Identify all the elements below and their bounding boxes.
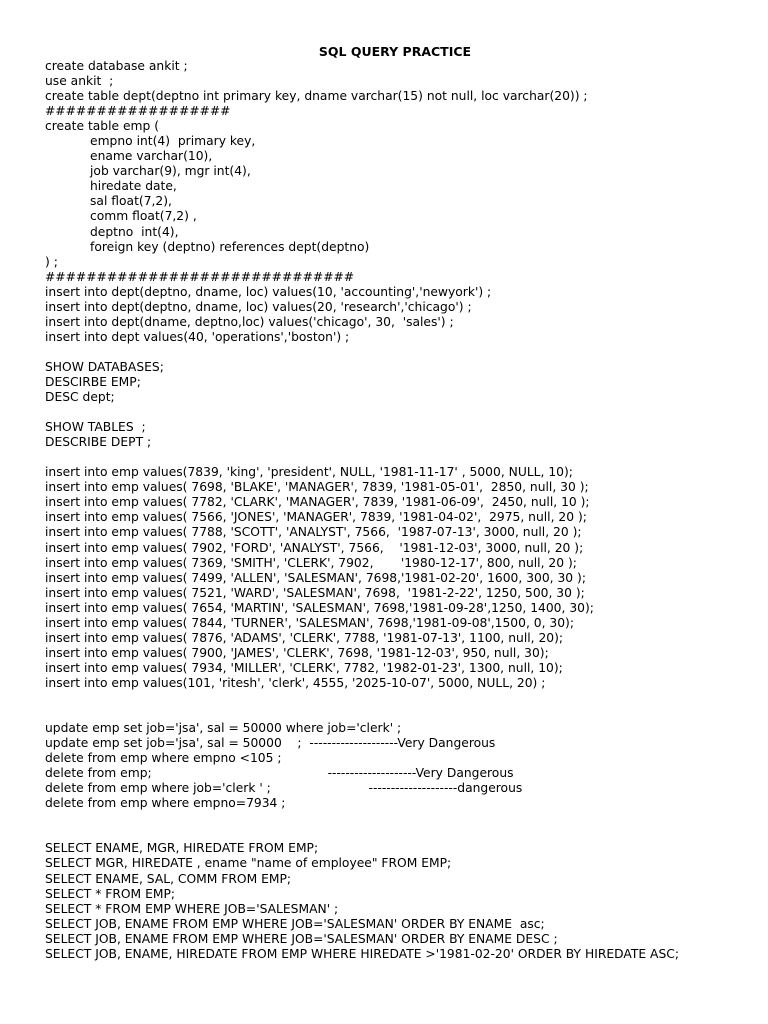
text-line <box>45 119 679 134</box>
text-line <box>45 525 679 540</box>
text-line <box>45 450 679 465</box>
line-text: comm float(7,2) , <box>90 209 197 224</box>
text-line <box>45 706 679 721</box>
line-text: insert into emp values( 7369, 'SMITH', 'CLERK', 7902, '1980-12-17', 800, null, 20 ); <box>45 555 577 570</box>
line-text: SHOW TABLES ; <box>45 420 146 435</box>
line-text: deptno int(4), <box>90 224 179 239</box>
line-text: create table dept(deptno int primary key, dname varchar(15) not null, loc varchar(20)) ; <box>45 89 588 104</box>
text-line <box>45 887 679 902</box>
line-text: insert into emp values(7839, 'king', 'president', NULL, '1981-11-17' , 5000, NULL, 10); <box>45 465 573 480</box>
line-text: insert into emp values( 7499, 'ALLEN', 'SALESMAN', 7698,'1981-02-20', 1600, 300, 30 ); <box>45 570 586 585</box>
text-line <box>45 947 679 962</box>
text-line <box>45 811 679 826</box>
line-text: use ankit ; <box>45 74 114 89</box>
text-line <box>45 571 679 586</box>
line-text: ) ; <box>45 254 58 269</box>
text-line <box>45 345 679 360</box>
text-line <box>45 751 679 766</box>
text-line <box>45 872 679 887</box>
line-text: create database ankit ; <box>45 59 188 73</box>
line-text: foreign key (deptno) references dept(deptno) <box>90 239 370 254</box>
page-title: SQL QUERY PRACTICE <box>318 44 472 59</box>
line-text: insert into emp values( 7876, 'ADAMS', 'CLERK', 7788, '1981-07-13', 1100, null, 20); <box>45 630 564 645</box>
line-text: insert into emp values( 7900, 'JAMES', 'CLERK', 7698, '1981-12-03', 950, null, 30); <box>45 645 549 660</box>
line-text: SHOW DATABASES; <box>45 359 164 374</box>
text-line <box>45 601 679 616</box>
text-line <box>45 510 679 525</box>
line-text: update emp set job='jsa', sal = 50000 ; --------------------Very Dangerous <box>45 736 496 751</box>
text-line <box>45 586 679 601</box>
line-text: insert into emp values( 7654, 'MARTIN', 'SALESMAN', 7698,'1981-09-28',1250, 1400, 30); <box>45 600 594 615</box>
text-line <box>45 104 679 119</box>
text-line <box>45 270 679 285</box>
line-text: SELECT ENAME, SAL, COMM FROM EMP; <box>45 871 292 886</box>
text-line <box>45 902 679 917</box>
line-text: insert into emp values( 7788, 'SCOTT', 'ANALYST', 7566, '1987-07-13', 3000, null, 20 ); <box>45 525 582 540</box>
text-line <box>45 616 679 631</box>
text-line <box>45 465 679 480</box>
text-line <box>45 89 679 104</box>
line-text: insert into emp values( 7782, 'CLARK', 'MANAGER', 7839, '1981-06-09', 2450, null, 10 ); <box>45 495 590 510</box>
line-text: insert into emp values( 7844, 'TURNER', 'SALESMAN', 7698,'1981-09-08',1500, 0, 30); <box>45 615 575 630</box>
line-text: empno int(4) primary key, <box>90 134 256 149</box>
line-text: DESC dept; <box>45 390 115 405</box>
text-line <box>45 691 679 706</box>
text-line <box>45 134 679 149</box>
line-text: SELECT JOB, ENAME, HIREDATE FROM EMP WHERE HIREDATE >'1981-02-20' ORDER BY HIREDATE ASC; <box>45 946 679 961</box>
line-text: SELECT * FROM EMP WHERE JOB='SALESMAN' ; <box>45 901 339 916</box>
text-line <box>45 435 679 450</box>
line-text: SELECT * FROM EMP; <box>45 886 176 901</box>
line-text: delete from emp where job='clerk ' ; --------------------dangerous <box>45 781 523 796</box>
line-text: SELECT MGR, HIREDATE , ename "name of employee" FROM EMP; <box>45 856 452 871</box>
text-line <box>45 240 679 255</box>
line-text: create table emp ( <box>45 119 160 134</box>
line-text: ################## <box>45 104 231 119</box>
text-line <box>45 225 679 240</box>
text-line <box>45 164 679 179</box>
text-line <box>45 721 679 736</box>
text-line <box>45 932 679 947</box>
text-line <box>45 300 679 315</box>
line-text: SELECT ENAME, MGR, HIREDATE FROM EMP; <box>45 841 319 856</box>
text-line <box>45 74 679 89</box>
text-line <box>45 766 679 781</box>
text-line <box>45 209 679 224</box>
text-line <box>45 541 679 556</box>
line-text: update emp set job='jsa', sal = 50000 where job='clerk' ; <box>45 721 402 736</box>
text-line <box>45 149 679 164</box>
text-line <box>45 59 679 74</box>
sql-text-body <box>45 59 679 962</box>
line-text: insert into emp values( 7902, 'FORD', 'ANALYST', 7566, '1981-12-03', 3000, null, 20 ); <box>45 540 584 555</box>
line-text: insert into emp values( 7521, 'WARD', 'SALESMAN', 7698, '1981-2-22', 1250, 500, 30 ); <box>45 585 585 600</box>
text-line <box>45 826 679 841</box>
text-line <box>45 781 679 796</box>
text-line <box>45 495 679 510</box>
text-line <box>45 194 679 209</box>
line-text: ############################## <box>45 269 355 284</box>
line-text: insert into emp values(101, 'ritesh', 'clerk', 4555, '2025-10-07', 5000, NULL, 20) ; <box>45 675 546 690</box>
text-line <box>45 315 679 330</box>
text-line <box>45 917 679 932</box>
line-text: DESCIRBE EMP; <box>45 374 141 389</box>
line-text: SELECT JOB, ENAME FROM EMP WHERE JOB='SALESMAN' ORDER BY ENAME asc; <box>45 916 545 931</box>
line-text: insert into emp values( 7566, 'JONES', 'MANAGER', 7839, '1981-04-02', 2975, null, 20 ); <box>45 510 587 525</box>
text-line <box>45 646 679 661</box>
line-text: insert into emp values( 7698, 'BLAKE', 'MANAGER', 7839, '1981-05-01', 2850, null, 30 ); <box>45 480 589 495</box>
line-text: sal float(7,2), <box>90 194 172 209</box>
line-text: delete from emp where empno=7934 ; <box>45 796 286 811</box>
line-text: DESCRIBE DEPT ; <box>45 435 152 450</box>
text-line <box>45 796 679 811</box>
text-line <box>45 390 679 405</box>
text-line <box>45 631 679 646</box>
line-text: insert into dept values(40, 'operations','boston') ; <box>45 329 350 344</box>
line-text: insert into dept(deptno, dname, loc) values(10, 'accounting','newyork') ; <box>45 284 492 299</box>
text-line <box>45 676 679 691</box>
text-line <box>45 480 679 495</box>
text-line <box>45 736 679 751</box>
line-text: delete from emp where empno <105 ; <box>45 751 282 766</box>
text-line <box>45 405 679 420</box>
text-line <box>45 856 679 871</box>
text-line <box>45 179 679 194</box>
line-text: job varchar(9), mgr int(4), <box>90 164 251 179</box>
text-line <box>45 375 679 390</box>
text-line <box>45 285 679 300</box>
text-line <box>45 420 679 435</box>
text-line <box>45 661 679 676</box>
text-line <box>45 330 679 345</box>
line-text: ename varchar(10), <box>90 149 213 164</box>
line-text: insert into dept(deptno, dname, loc) values(20, 'research','chicago') ; <box>45 299 472 314</box>
line-text: insert into emp values( 7934, 'MILLER', 'CLERK', 7782, '1982-01-23', 1300, null, 10); <box>45 660 563 675</box>
text-line <box>45 360 679 375</box>
text-line <box>45 255 679 270</box>
line-text: SELECT JOB, ENAME FROM EMP WHERE JOB='SALESMAN' ORDER BY ENAME DESC ; <box>45 931 558 946</box>
line-text: insert into dept(dname, deptno,loc) values('chicago', 30, 'sales') ; <box>45 314 454 329</box>
line-text: hiredate date, <box>90 179 177 194</box>
text-line <box>45 556 679 571</box>
text-line <box>45 841 679 856</box>
line-text: delete from emp; --------------------Very Dangerous <box>45 766 514 781</box>
